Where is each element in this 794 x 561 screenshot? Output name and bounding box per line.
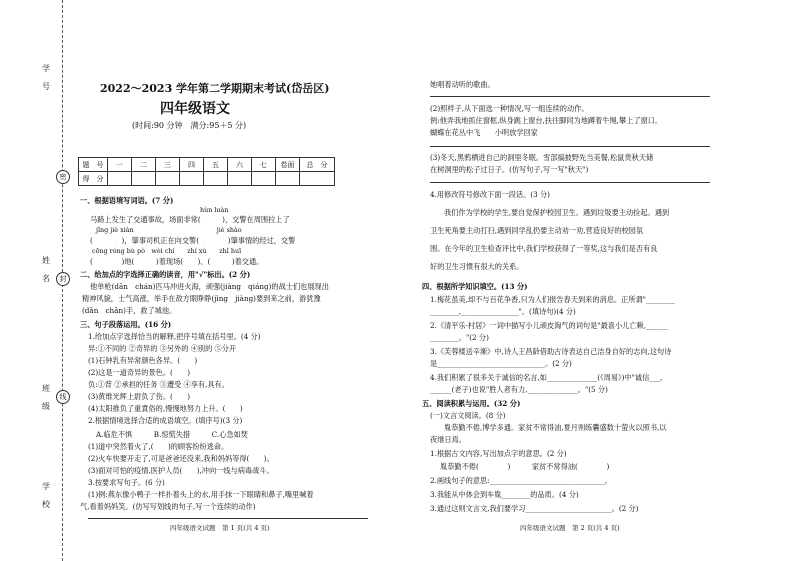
score-cell[interactable] (276, 172, 300, 186)
pinyin-line: cōng róng bù pò wèi chí zhí xù zhǐ huī (92, 247, 242, 255)
question: 4.用修改符号修改下面一段话。(3 分) (430, 190, 550, 199)
paragraph-line: 我们作为学校的学生,要自觉保护校园卫生。遇到垃圾要主动捡起。遇到 (444, 208, 670, 217)
text-line: (1)例:燕东像小鸭子一样扑着头上的水,用手抹一下眼睛和鼻子,嘴里喊着 (88, 490, 314, 499)
classical-text: 夜继日焉。 (430, 435, 466, 444)
section-5-title: 五、阅读积累与运用。(32 分) (422, 399, 521, 408)
paragraph-line: 好的卫生习惯有很大的关系。 (430, 262, 524, 271)
pinyin-line: hùn luàn (200, 206, 229, 214)
question: 3.通过这则文言文,我们要学习________________________。(2 分) (430, 504, 639, 513)
exam-title: 2022～2023 学年第二学期期末考试(岱岳区) (100, 82, 330, 95)
score-cell[interactable] (132, 172, 156, 186)
binding-label-name: 姓名 (42, 256, 50, 283)
text-line: ( )地( )着现场( )、( )着交通。 (90, 257, 264, 266)
score-row-label: 得 分 (79, 172, 108, 186)
text-line: 是______________________________。(2 分) (430, 359, 572, 368)
question: 2.画线句子的意思:________________________________。 (430, 476, 612, 485)
text-line: ________。"(2 分) (430, 333, 489, 342)
text-line: (4)太阳推负了重責俗的,慢慢地努力上升。( ) (88, 404, 243, 413)
score-cell[interactable] (228, 172, 252, 186)
score-header-cell: 总 分 (300, 158, 335, 172)
page-footer-right: 四年级语文试题 第 2 页(共 4 页) (520, 524, 620, 532)
text-line: 异:①不同的 ②奇异的 ③另外的 ④别的 ⑤分开 (88, 344, 237, 353)
score-table (78, 157, 335, 186)
text-line: 在树洞里的松子过日子。(仿写句子,写一写"秋天") (430, 165, 589, 174)
text-line: ( )，肇事司机正在向交警( )肇事情的经过，交警 (90, 236, 296, 245)
text-line: (3)面对可怕的疫情,医护人员( ),冲向一线与病毒战斗。 (88, 466, 274, 475)
answer-line[interactable] (430, 96, 710, 97)
text-line: (1)道中突然着火了,( )的顾客纷纷逃命。 (88, 442, 229, 451)
binding-label-student-id: 学号 (42, 64, 50, 91)
text-line: 气,看着妈妈笑。(仿写写划线的句子,写一个连续的动作) (80, 502, 256, 511)
score-header-cell: 五 (204, 158, 228, 172)
score-header-cell: 卷面 (276, 158, 300, 172)
paragraph-line: 围。在今年的卫生检查评比中,我们学校获得了一等奖,这与我们是否有良 (430, 244, 658, 253)
question: 1.给加点字选择恰当的解释,把序号填在括号里。(4 分) (88, 332, 261, 341)
score-header-cell: 二 (132, 158, 156, 172)
text-line: 1.梅花虽美,却不与百花争香,只为人们报告春天到来的消息。正所谓"________ (430, 295, 675, 304)
score-header-cell: 六 (228, 158, 252, 172)
seal-mark-feng: 封 (56, 272, 70, 286)
binding-label-school: 学校 (42, 482, 50, 509)
text-line: 精神风貌，士气高涨，举手在敌方眼睁睁(jìng jiàng)要到来之前，游犹豫 (82, 294, 321, 303)
subsection-title: (一)文言文阅读。(8 分) (430, 411, 506, 420)
question: 1.根据古文内容,写出加点字的意思。(2 分) (430, 449, 567, 458)
text-line: (3)黄维光辉上尉负了伤。( ) (88, 392, 191, 401)
question: 3.我能从中体会到车胤________的品质。(4 分) (430, 490, 579, 499)
text-line: A.临危不惧 B.惊慌失措 C.心急如焚 (96, 430, 248, 439)
section-2-title: 二、给加点的字选择正确的读音，用"√"标出。(2 分) (80, 270, 251, 279)
classical-text: 胤恭勤不倦,博学多通。家贫不常得油,夏月则练囊盛数十萤火以照书,以 (444, 423, 667, 432)
text-line: ________,________________"。(填诗句)(4 分) (430, 307, 576, 316)
text-line: 蝴蝶在花丛中飞 小明放学回家 (430, 128, 538, 137)
pinyin-line: jǐng jiè xiàn jiè shào (96, 226, 242, 234)
text-line: 马路上发生了交通事故，场面非常( )，交警在周围拉上了 (90, 215, 290, 224)
answer-line[interactable] (88, 518, 368, 519)
question: (2)照样子,从下面选一种情况,写一组连续的动作。 (430, 104, 589, 113)
text-line: 负:①背 ②承担的任务 ③遭受 ④享有,具有。 (88, 380, 229, 389)
paragraph-line: 卫生死角要主动打扫,遇到同学乱扔要主动劝一劝,营造良好的校园氛 (430, 226, 644, 235)
exam-info: (时间:90 分钟 满分:95＋5 分) (132, 121, 247, 130)
score-cell[interactable] (252, 172, 276, 186)
text-line: (dǎn chǎn)手，救了城池。 (82, 306, 177, 315)
text-line: (2)火车快要开走了,可是爸爸还没来,我和妈妈等得( )。 (88, 454, 274, 463)
section-3-title: 三、句子段落运用。(16 分) (80, 320, 172, 329)
score-header-cell: 四 (180, 158, 204, 172)
question: 2.根据情境选择合适的成语填空。(填序号)(3 分) (88, 416, 243, 425)
seal-mark-mi: 密 (56, 170, 70, 184)
score-header-cell: 一 (108, 158, 132, 172)
text-line: (3)冬天,黑鸦栖进自己的洞里冬眠。雪部搞披野先当美餐,松鼠贵秋天储 (430, 153, 654, 162)
binding-label-class: 班级 (42, 384, 50, 411)
section-4-title: 四、根据所学知识填空。(13 分) (422, 282, 528, 291)
subject-title: 四年级语文 (160, 101, 230, 117)
text-line: 2.《清平乐·村居》一词中描写小儿顽皮淘气的词句是"最喜小儿亡赖,______ (430, 321, 668, 330)
text-line: 胤恭勤不倦( ) 家贫不常得油( ) (440, 462, 610, 471)
score-cell[interactable] (156, 172, 180, 186)
answer-line[interactable] (430, 182, 710, 183)
section-1-title: 一、根据语境写词语。(7 分) (80, 196, 174, 205)
score-header-cell: 题 号 (79, 158, 108, 172)
text-line: 例:他弄我地抓住窗框,纵身跳上窗台,扶往脚同为地蹲着牛绳,攀上了窗口。 (430, 116, 663, 125)
score-header-cell: 七 (252, 158, 276, 172)
text-line: ______(老子)也说"胜人者有力,______________。"(5 分) (430, 385, 608, 394)
seal-mark-xian: 线 (56, 390, 70, 404)
text-line: 他单枪(dān chán)匹马冲进火海，顽强(jiàng qiáng)的战士们也展现出 (90, 282, 329, 291)
score-header-cell: 三 (156, 158, 180, 172)
text-line: (1)石钟乳有异常颜色各异。( ) (88, 356, 198, 365)
score-cell[interactable] (300, 172, 335, 186)
score-cell[interactable] (180, 172, 204, 186)
text-line: 3.《芙蓉楼送辛渐》中,诗人王昌龄借助古诗表达自己洁身自好的志向,这句诗 (430, 347, 672, 356)
text-line: (2)这是一道奇异的景色。( ) (88, 368, 191, 377)
page-footer-left: 四年级语文试题 第 1 页(共 4 页) (170, 524, 270, 532)
score-cell[interactable] (108, 172, 132, 186)
text-line: 4.我们积累了很多关于诚信的名言,如______________(《周易》)中"诚信___, (430, 373, 663, 382)
score-cell[interactable] (204, 172, 228, 186)
answer-line[interactable] (430, 146, 710, 147)
question: 3.按要求写句子。(6 分) (88, 478, 165, 487)
text-line: 她唱着动听的歌曲。 (430, 80, 495, 89)
